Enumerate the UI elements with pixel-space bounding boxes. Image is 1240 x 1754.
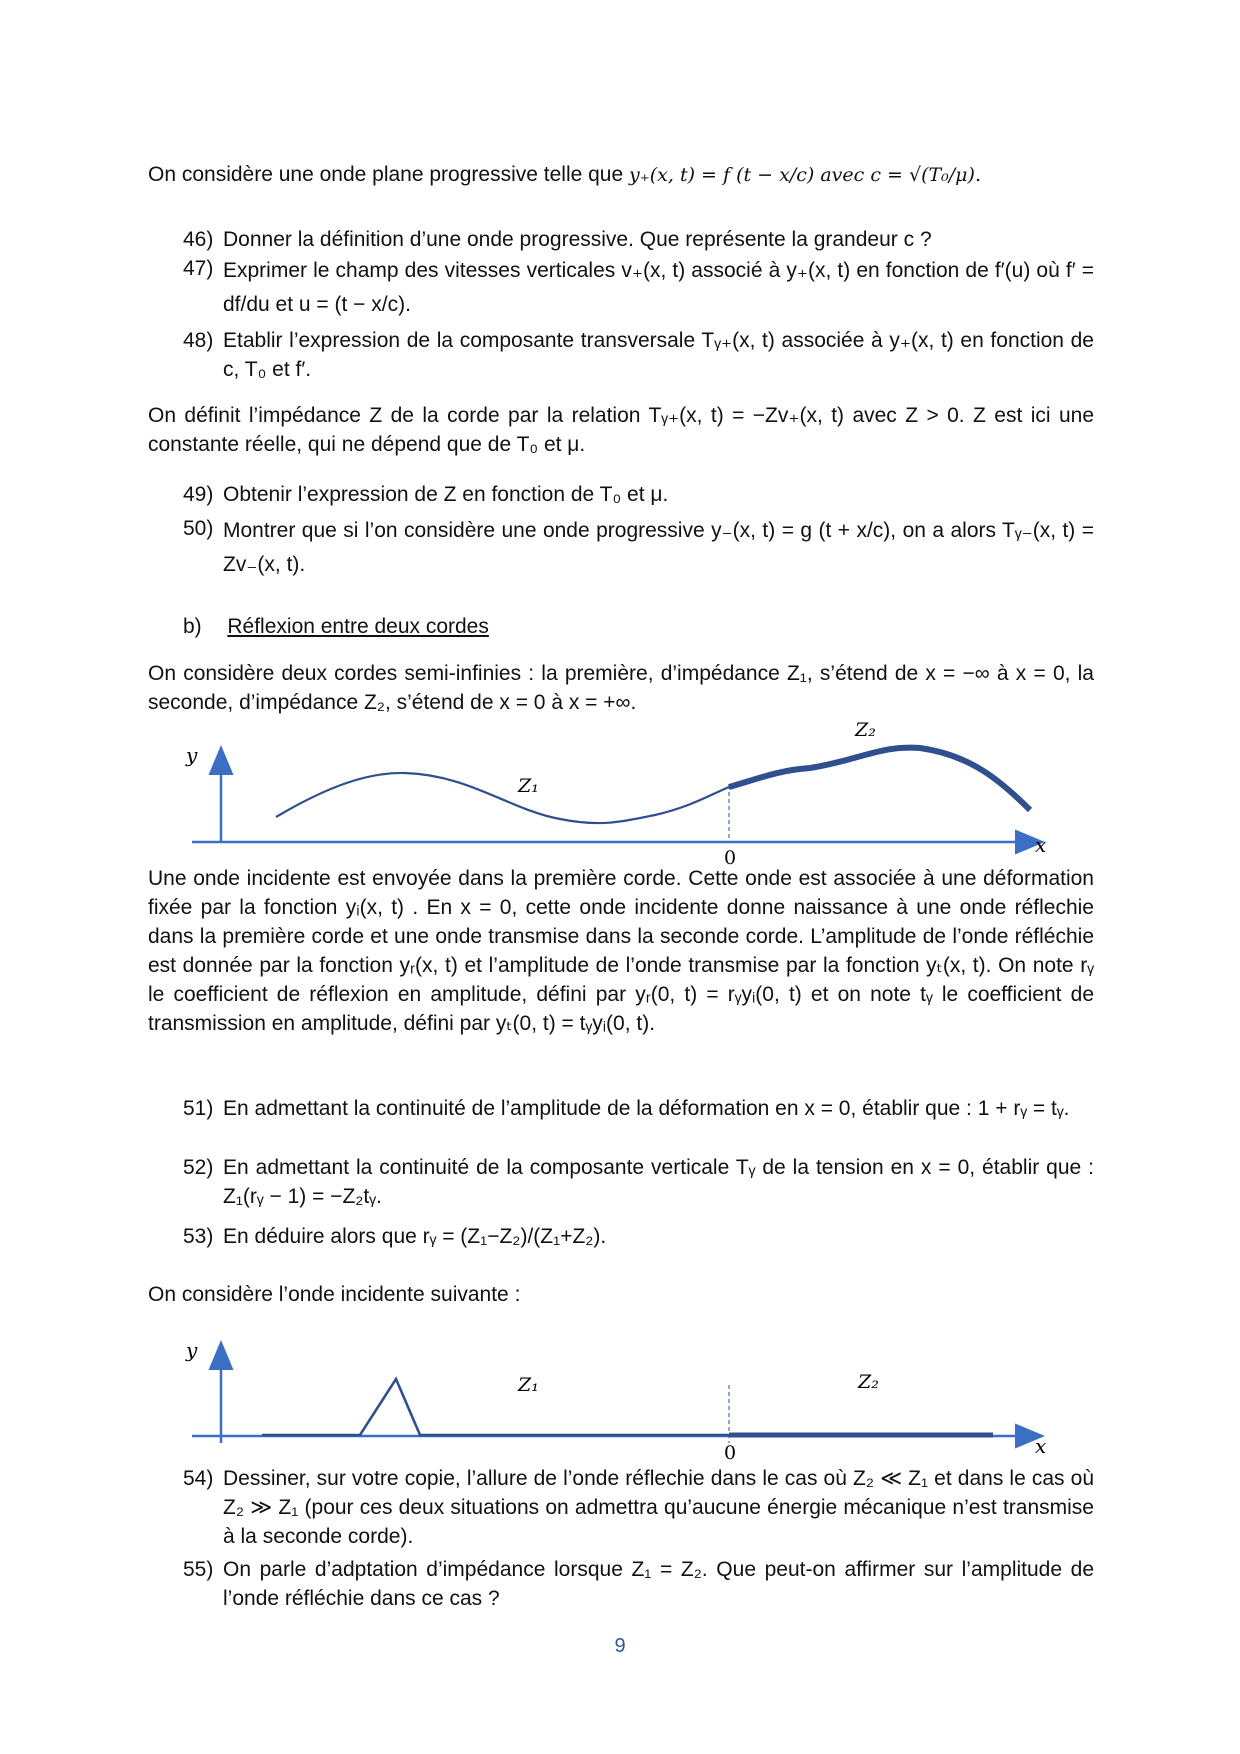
question-number: 50) [183,517,214,540]
section-letter: b) [183,615,202,638]
question-46 [183,225,1094,254]
section-title: Réflexion entre deux cordes [227,615,489,638]
question-text: En déduire alors que rᵧ = (Z₁−Z₂)/(Z₁+Z₂). [223,1225,607,1248]
question-number: 48) [183,329,214,352]
incident-wave-paragraph: On considère l’onde incidente suivante : [148,1283,521,1306]
origin-label: 0 [724,847,737,869]
two-strings-paragraph: On considère deux cordes semi-infinies : la première, d’impédance Z₁, s’étend de x = −∞ à x = 0, la seconde, d’impédance Z₂, s’étend de x = 0 à x = +∞. [148,662,1094,714]
question-text: Etablir l’expression de la composante transversale Tᵧ₊(x, t) associée à y₊(x, t) en fonction de c, T₀ et f′. [223,329,1094,381]
question-text: Exprimer le champ des vitesses verticales v₊(x, t) associé à y₊(x, t) en fonction de f′(u) où f′ = df/du et u = (t − x/c). [223,259,1094,316]
question-text: Montrer que si l’on considère une onde progressive y₋(x, t) = g (t + x/c), on a alors Tᵧ₋(x, t) = Zv₋(x, t). [223,519,1094,576]
question-47 [183,254,1094,322]
x-label: x [1035,1434,1047,1458]
string-1-curve [276,773,729,823]
question-text: Donner la définition d’une onde progressive. Que représente la grandeur c ? [223,228,932,251]
z1-label: Z₁ [518,775,539,797]
question-number: 51) [183,1097,214,1120]
z1-label: Z₁ [518,1374,539,1396]
page-number: 9 [614,1635,626,1657]
question-53 [183,1222,1094,1251]
string-2-curve [729,748,1030,810]
question-49 [183,480,1094,509]
question-number: 52) [183,1156,214,1179]
question-number: 49) [183,483,214,506]
question-48 [183,326,1094,384]
question-text: On parle d’adptation d’impédance lorsque Z₁ = Z₂. Que peut-on affirmer sur l’amplitude de l’onde réfléchie dans ce cas ? [223,1558,1094,1610]
question-51 [183,1094,1094,1123]
intro-paragraph [148,160,1094,190]
section-heading [183,612,489,641]
figure-incident-pulse [0,1335,1240,1465]
question-55 [183,1555,1094,1613]
impedance-definition: On définit l’impédance Z de la corde par la relation Tᵧ₊(x, t) = −Zv₊(x, t) avec Z > 0. Z est ici une constante réelle, qui ne dépend que de T₀ et μ. [148,404,1094,456]
question-text: Obtenir l’expression de Z en fonction de T₀ et μ. [223,483,669,506]
figure-two-strings [0,720,1240,870]
question-text: En admettant la continuité de l’amplitude de la déformation en x = 0, établir que : 1 + rᵧ = tᵧ. [223,1097,1070,1120]
question-52 [183,1153,1094,1211]
question-number: 46) [183,228,214,251]
x-label: x [1035,833,1047,857]
z2-label: Z₂ [858,1371,879,1393]
y-label: y [186,1338,198,1362]
y-label: y [186,743,198,767]
question-number: 54) [183,1467,214,1490]
z2-label: Z₂ [855,719,876,741]
origin-label: 0 [724,1442,737,1464]
question-number: 55) [183,1558,214,1581]
intro-text: On considère une onde plane progressive telle que [148,163,624,186]
question-50 [183,514,1094,582]
string-1-pulse [262,1379,729,1435]
incident-paragraph: Une onde incidente est envoyée dans la première corde. Cette onde est associée à une déformation fixée par la fonction yᵢ(x, t) . En x = 0, cette onde incidente donne naissance à une onde réflechie dans la première corde et une onde transmise dans la seconde corde. L’amplitude de l’onde réfléchie est donnée par la fonction yᵣ(x, t) et l’amplitude de l’onde transmise par la fonction yₜ(x, t). On note rᵧ le coefficient de réflexion en amplitude, défini par yᵣ(0, t) = rᵧyᵢ(0, t) et on note tᵧ le coefficient de transmission en amplitude, défini par yₜ(0, t) = tᵧyᵢ(0, t). [148,867,1094,1035]
question-54 [183,1464,1094,1551]
question-text: Dessiner, sur votre copie, l’allure de l’onde réflechie dans le cas où Z₂ ≪ Z₁ et dans le cas où Z₂ ≫ Z₁ (pour ces deux situations on admettra qu’aucune énergie mécanique n’est transmise à la seconde corde). [223,1467,1094,1548]
question-number: 47) [183,257,214,280]
question-text: En admettant la continuité de la composante verticale Tᵧ de la tension en x = 0, établir que : Z₁(rᵧ − 1) = −Z₂tᵧ. [223,1156,1094,1208]
intro-equation: y₊(x, t) = f (t − x/c) avec c = √(T₀/μ). [629,164,981,186]
question-number: 53) [183,1225,214,1248]
